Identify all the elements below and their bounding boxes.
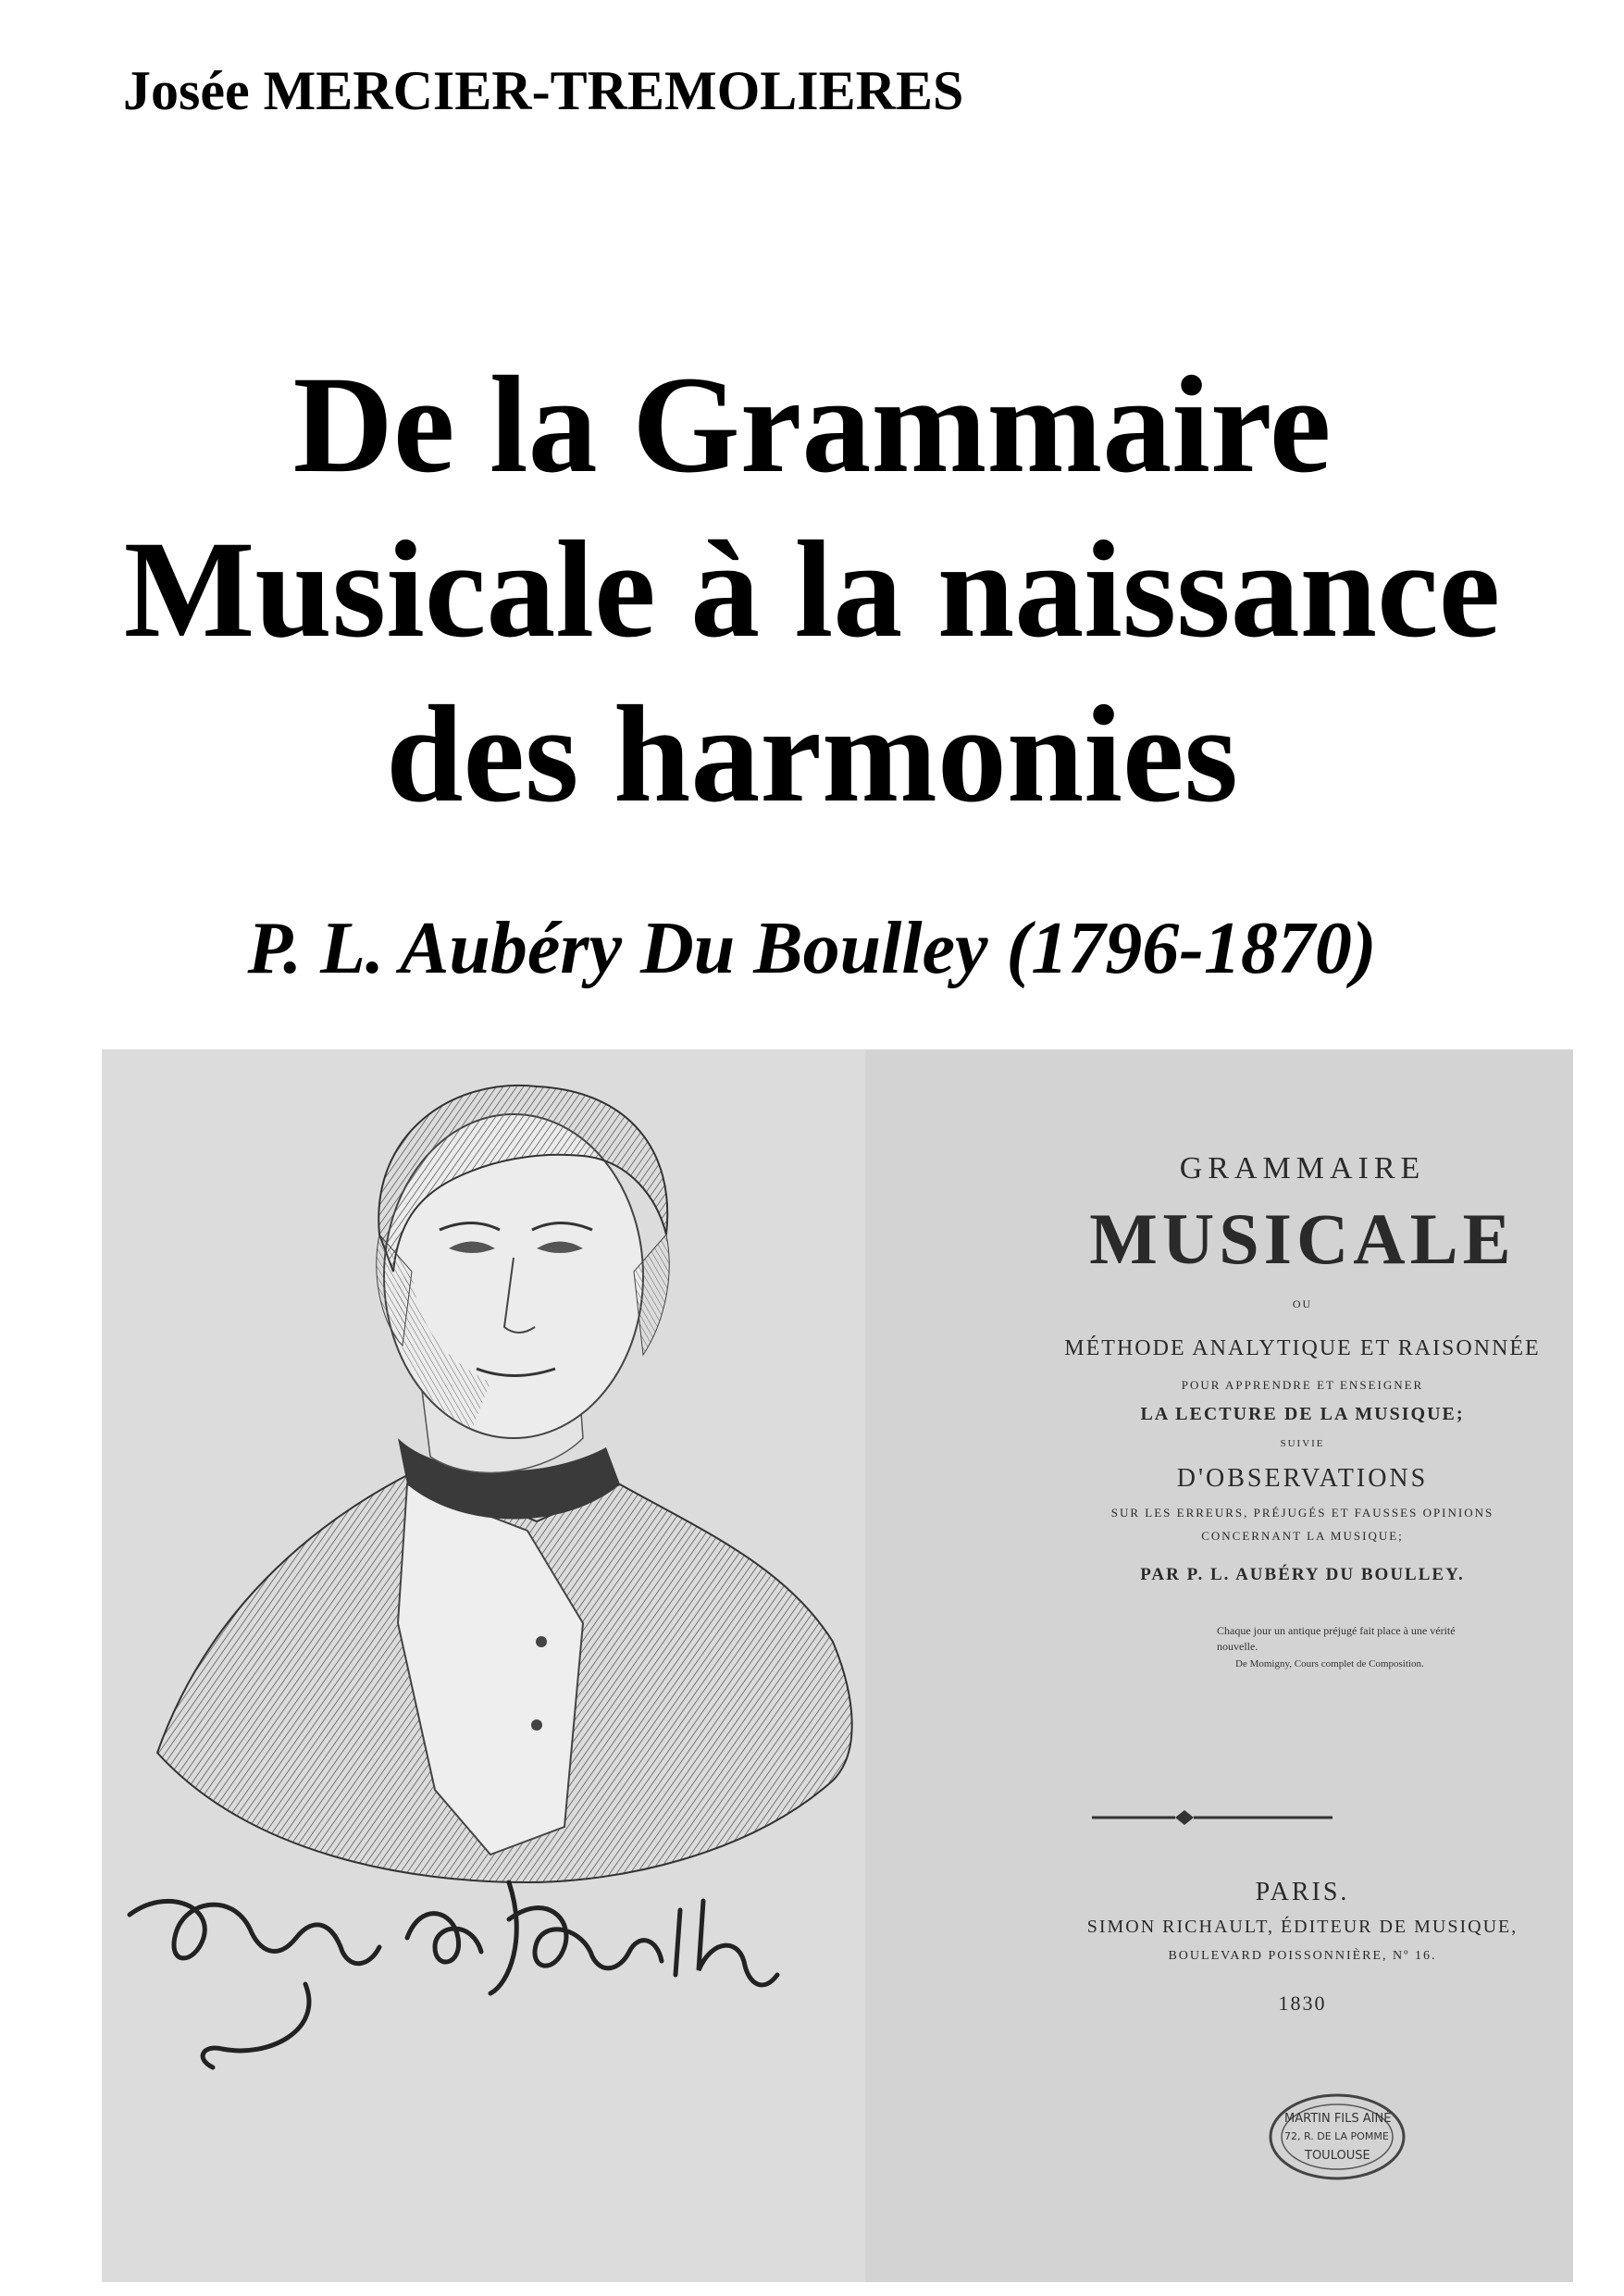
titlepage-observations: D'OBSERVATIONS xyxy=(1176,1464,1429,1493)
stamp-line-1: MARTIN FILS AINÉ xyxy=(1284,2112,1392,2126)
titlepage-grammaire: GRAMMAIRE xyxy=(1179,1151,1426,1185)
cover-illustration xyxy=(102,1049,1573,2282)
titlepage-epigraph: Chaque jour un antique préjugé fait place à une vérité nouvelle. xyxy=(1217,1624,1456,1653)
titlepage-year: 1830 xyxy=(1278,1992,1327,2015)
stamp-line-2: 72, R. DE LA POMME xyxy=(1284,2130,1389,2142)
titlepage-suivie: SUIVIE xyxy=(1280,1438,1325,1449)
titlepage-concernant: CONCERNANT LA MUSIQUE; xyxy=(1201,1529,1404,1543)
titlepage-address: BOULEVARD POISSONNIÈRE, Nº 16. xyxy=(1168,1949,1437,1963)
title-line-1: De la Grammaire xyxy=(292,348,1332,502)
titlepage-pour: POUR APPRENDRE ET ENSEIGNER xyxy=(1181,1378,1424,1392)
titlepage-author: PAR P. L. AUBÉRY DU BOULLEY. xyxy=(1140,1565,1465,1584)
title-line-2: Musicale à la naissance xyxy=(123,513,1501,666)
book-title xyxy=(0,342,1624,837)
titlepage-ou: OU xyxy=(1292,1297,1313,1310)
book-subtitle: P. L. Aubéry Du Boulley (1796-1870) xyxy=(247,908,1377,989)
title-line-3: des harmonies xyxy=(386,677,1238,831)
titlepage-epigraph-source: De Momigny, Cours complet de Composition. xyxy=(1235,1658,1424,1669)
titlepage-publisher: SIMON RICHAULT, ÉDITEUR DE MUSIQUE, xyxy=(1086,1917,1519,1937)
titlepage-musicale: MUSICALE xyxy=(1089,1198,1516,1279)
titlepage-erreurs: SUR LES ERREURS, PRÉJUGÉS ET FAUSSES OPINIONS xyxy=(1110,1506,1494,1520)
titlepage-methode: MÉTHODE ANALYTIQUE ET RAISONNÉE xyxy=(1064,1336,1541,1360)
titlepage-paris: PARIS. xyxy=(1255,1878,1350,1906)
titlepage-lecture: LA LECTURE DE LA MUSIQUE; xyxy=(1140,1404,1465,1424)
author-name: Josée MERCIER-TREMOLIERES xyxy=(123,60,964,121)
stamp-line-3: TOULOUSE xyxy=(1305,2149,1370,2163)
